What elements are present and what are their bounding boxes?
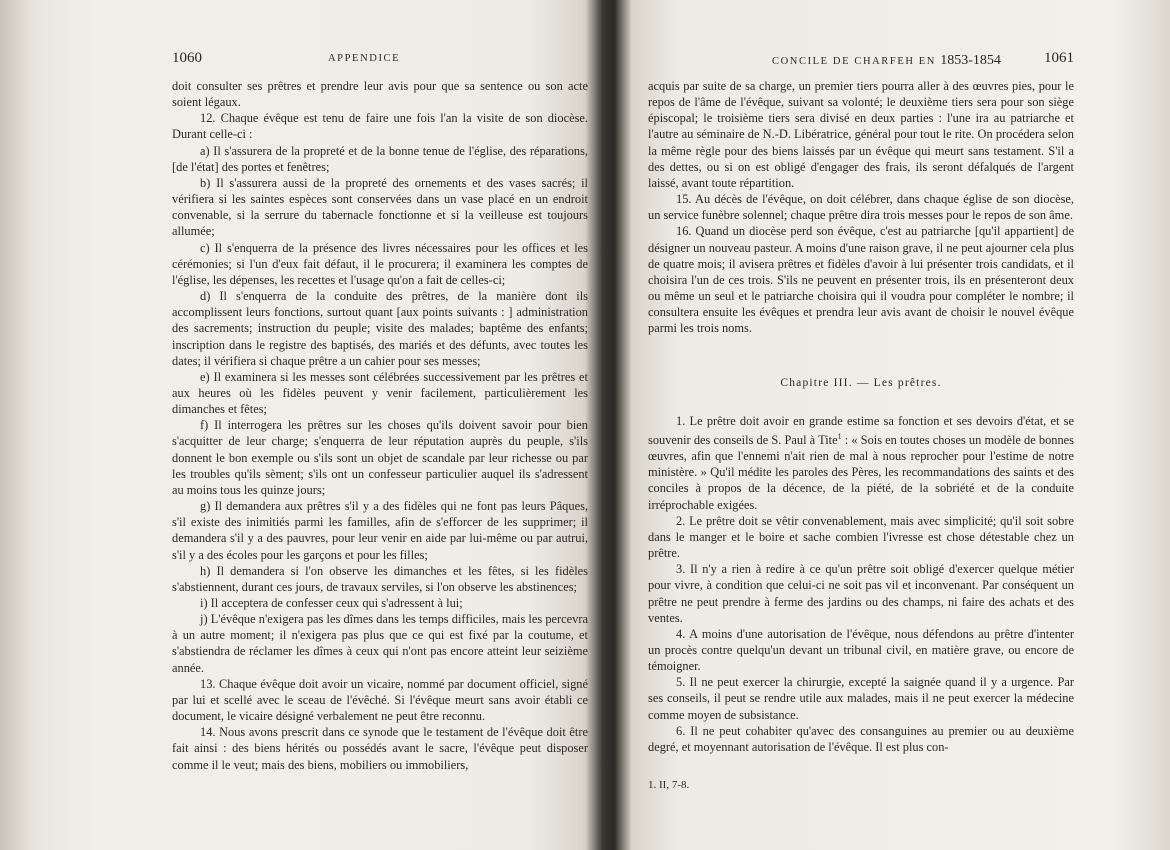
paragraph: a) Il s'assurera de la propreté et de la bonne tenue de l'église, des réparations, [de l'état] des portes et fenêtres; <box>172 143 588 174</box>
paragraph: e) Il examinera si les messes sont célébrées successivement par les prêtres et aux heures où les fidèles peuvent y venir facilement, particulièrement les dimanches et fêtes; <box>172 369 588 417</box>
paragraph-text: : « Sois en toutes choses un modèle de bonnes œuvres, afin que l'ennemi n'ait rien de mal à nous reprocher pour l'estime de notre ministère. » Qu'il médite les paroles des Pères, les recommandations des saints et des conciles à propos de la décence, de la piété, de la sobriété et de la conduite irréprochable exigées. <box>648 432 1074 512</box>
paragraph: 14. Nous avons prescrit dans ce synode que le testament de l'évêque doit être fait ainsi : des biens hérités ou possédés avant le sacre, l'évêque peut disposer comme il le veut; mais des biens, mobiliers ou immobiliers, <box>172 725 588 772</box>
paragraph: j) L'évêque n'exigera pas les dîmes dans les temps difficiles, mais les percevra à un autre moment; il n'exigera pas plus que ce qui est fixé par la coutume, et s'abstiendra de réclamer les dîmes à ceux qui n'ont pas encore atteint leur seizième année. <box>172 612 588 675</box>
paragraph: 6. Il ne peut cohabiter qu'avec des consanguines au premier ou au deuxième degré, et moyennant autorisation de l'évêque. Il est plus con- <box>648 723 1074 754</box>
page-body <box>648 78 1074 793</box>
paragraph: i) Il acceptera de confesser ceux qui s'adressent à lui; <box>200 596 463 610</box>
running-head-text: CONCILE DE CHARFEH EN <box>772 56 936 67</box>
paragraph <box>648 413 1074 513</box>
paragraph: doit consulter ses prêtres et prendre leur avis pour que sa sentence ou son acte soient légaux. <box>172 79 588 110</box>
paragraph-text: 1. Le prêtre doit avoir en grande estime sa fonction et ses devoirs d'état, et se souvenir des conseils de S. Paul à Tite <box>648 413 1074 447</box>
paragraph: b) Il s'assurera aussi de la propreté des ornements et des vases sacrés; il vérifiera si les saintes espèces sont conservées dans un vase placé en un endroit convenable, si la serrure du tabernacle fonctionne et si la veilleuse est toujours allumée; <box>172 175 588 239</box>
paragraph: 3. Il n'y a rien à redire à ce qu'un prêtre soit obligé d'exercer quelque métier pour vivre, à condition que celui-ci ne soit pas vil et inconvenant. Par conséquent un prêtre ne peut prendre à ferme des jardins ou des champs, ni faire des achats et des ventes. <box>648 562 1074 625</box>
paragraph: 16. Quand un diocèse perd son évêque, c'est au patriarche [qu'il appartient] de désigner un nouveau pasteur. A moins d'une raison grave, il ne peut ajourner cela plus de quatre mois; il avisera prêtres et fidèles d'avoir à lui présenter trois candidats, et il choisira l'un de ces trois. S'ils ne peuvent en présenter trois, ils en présenteront deux ou même un seul et le patriarche choisira qui il voudra pour compléter le nombre; il consultera ensuite les évêques et prendra leur avis avant de choisir le nouvel évêque parmi les trois noms. <box>648 224 1074 336</box>
page-body <box>172 78 588 773</box>
running-head-title <box>772 53 1001 69</box>
right-page <box>628 0 1170 850</box>
paragraph: 12. Chaque évêque est tenu de faire une fois l'an la visite de son diocèse. Durant celle-ci : <box>172 111 588 142</box>
paragraph: f) Il interrogera les prêtres sur les choses qu'ils doivent savoir pour bien s'acquitter de leur charge; s'enquerra de leur réputation auprès du peuple, s'ils donnent le bon exemple ou s'ils sont un objet de scandale par leur richesse ou par les troubles qu'ils sèment; s'ils ont un confesseur particulier auquel ils s'adressent au moins tous les quinze jours; <box>172 418 588 497</box>
running-header <box>172 50 588 72</box>
running-head-title: APPENDICE <box>328 53 401 64</box>
chapter-heading: Chapitre III. — Les prêtres. <box>780 376 942 389</box>
paragraph: 13. Chaque évêque doit avoir un vicaire, nommé par document officiel, signé par lui et scellé avec le sceau de l'évêché. Si l'évêque meurt sans avoir établi ce document, le vicaire désigné verbalement ne peut être reconnu. <box>172 676 588 724</box>
running-head-years: 1853-1854 <box>940 53 1001 68</box>
paragraph: d) Il s'enquerra de la conduite des prêtres, de la manière dont ils accomplissent leurs fonctions, surtout quant [aux points suivants : ] administration des sacrements; instruction du peuple; visite des malades; baptême des enfants; inscription dans le registre des baptisés, des mariés et des défunts, avec toutes les dates; il vérifiera si chaque prêtre a un cahier pour ses messes; <box>172 289 588 368</box>
paragraph: 15. Au décès de l'évêque, on doit célébrer, dans chaque église de son diocèse, un service funèbre solennel; chaque prêtre dira trois messes pour le repos de son âme. <box>648 192 1074 223</box>
running-header <box>648 50 1074 72</box>
paragraph: 2. Le prêtre doit se vêtir convenablement, mais avec simplicité; qu'il soit sobre dans le manger et le boire et sache combien l'ivresse est chose détestable chez un prêtre. <box>648 513 1074 561</box>
paragraph: g) Il demandera aux prêtres s'il y a des fidèles qui ne font pas leurs Pâques, s'il existe des inimitiés parmi les familles, afin de s'efforcer de les supprimer; il demandera s'il y a des pauvres, pour leur venir en aide par lui-même ou par autrui, s'il y a des écoles pour les garçons et pour les filles; <box>172 499 588 562</box>
paragraph: 5. Il ne peut exercer la chirurgie, excepté la saignée quand il y a urgence. Par ses conseils, il peut se rendre utile aux malades, mais il ne peut exercer la médecine comme moyen de subsistance. <box>648 675 1074 722</box>
page-number: 1060 <box>172 50 202 66</box>
paragraph: acquis par suite de sa charge, un premier tiers pourra aller à des œuvres pies, pour le repos de l'âme de l'évêque, suivant sa volonté; le deuxième tiers sera pour son siège épiscopal; le troisième tiers sera divisé en deux parties : l'une ira au patriarche et l'autre au séminaire de N.-D. Libératrice, général pour tout le rite. On procédera selon la même règle pour des biens laissés par un évêque qui meurt sans testament. S'il a des dettes, ou si on est obligé d'engager des frais, ils seront défalqués de l'argent laissé, avant toute répartition. <box>648 79 1074 190</box>
page-number: 1061 <box>1044 50 1074 66</box>
footnote-mark: 1 <box>837 431 842 441</box>
paragraph: 4. A moins d'une autorisation de l'évêque, nous défendons au prêtre d'intenter un procès contre quelqu'un devant un tribunal civil, en matière grave, ou encore de témoigner. <box>648 626 1074 674</box>
footnote: 1. II, 7-8. <box>648 779 690 792</box>
paragraph: c) Il s'enquerra de la présence des livres nécessaires pour les offices et les cérémonies; si l'un d'eux fait défaut, il le procurera; il examinera les comptes de l'église, les dépenses, les recettes et l'usage qu'on a fait de celles-ci; <box>172 240 588 287</box>
paragraph: h) Il demandera si l'on observe les dimanches et les fêtes, si les fidèles s'abstiennent, durant ces jours, de travaux serviles, si l'on observe les abstinences; <box>172 563 588 594</box>
